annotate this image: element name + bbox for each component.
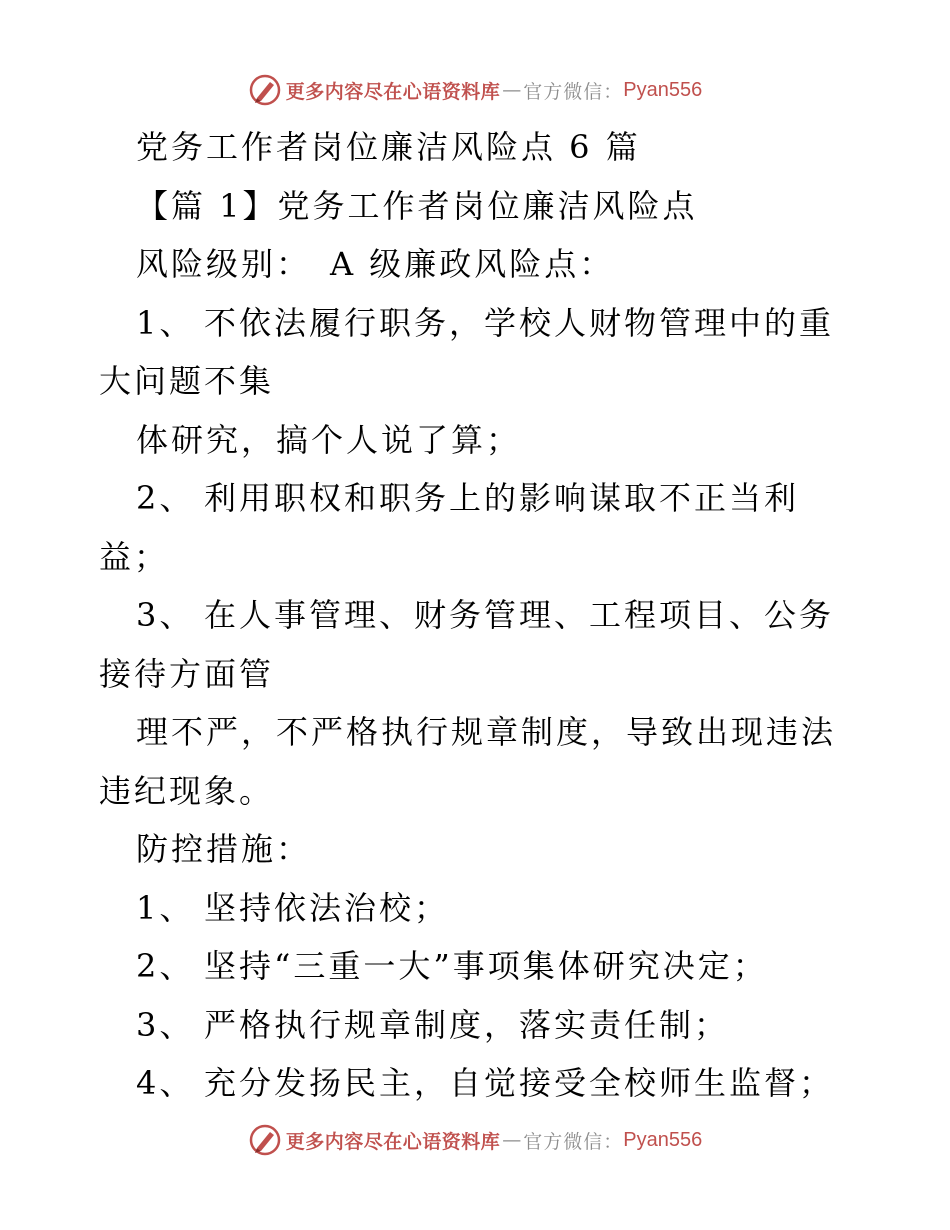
risk-item-text: 在人事管理、财务管理、工程项目、公务接待方面管: [99, 596, 835, 693]
pen-circle-logo-icon: [248, 73, 282, 107]
document-body: [99, 118, 859, 1113]
measure-item-4: [99, 1054, 859, 1113]
risk-item-number: 1、: [136, 303, 195, 342]
measure-item-number: 2、: [136, 947, 195, 985]
risk-item-text: 不依法履行职务，学校人财物管理中的重大问题不集: [99, 303, 835, 400]
measure-item-number: 4、: [136, 1064, 195, 1102]
watermark-wechat-id: Pyan556: [623, 1128, 703, 1151]
document-title: 党务工作者岗位廉洁风险点 6 篇: [136, 128, 641, 166]
watermark-separator: —: [502, 79, 522, 101]
watermark-wechat-id: Pyan556: [623, 78, 703, 101]
measure-item-number: 3、: [136, 1005, 195, 1044]
measures-label: 防控措施：: [136, 830, 312, 868]
watermark-separator: —: [502, 1129, 522, 1151]
measure-item-number: 1、: [136, 888, 195, 927]
footer-watermark: [0, 1120, 950, 1160]
watermark-wechat-label: 官方微信：: [523, 1130, 624, 1153]
watermark-main-text: 更多内容尽在心语资料库: [285, 80, 501, 103]
risk-item-2: [99, 469, 859, 586]
risk-item-number: 2、: [136, 479, 195, 517]
risk-item-text: 利用职权和职务上的影响谋取不正当利益；: [99, 479, 800, 576]
risk-item-3-continued: 理不严，不严格执行规章制度，导致出现违法违纪现象。: [99, 713, 837, 810]
risk-item-1: [99, 294, 859, 411]
section-heading: 【篇 1】党务工作者岗位廉洁风险点: [136, 186, 698, 225]
measure-item-2: [99, 937, 859, 996]
header-watermark: [0, 70, 950, 110]
measure-item-text: 坚持依法治校；: [204, 888, 450, 927]
risk-item-number: 3、: [136, 596, 195, 634]
pen-circle-logo-icon: [248, 1123, 282, 1157]
watermark-main-text: 更多内容尽在心语资料库: [285, 1130, 501, 1153]
risk-item-1-continued: 体研究，搞个人说了算；: [136, 420, 522, 459]
watermark-wechat-label: 官方微信：: [523, 80, 624, 103]
risk-item-3: [99, 586, 859, 703]
measure-item-text: 严格执行规章制度，落实责任制；: [204, 1005, 730, 1044]
measure-item-3: [99, 996, 859, 1055]
measure-item-1: [99, 879, 859, 938]
measure-item-text: 坚持“三重一大”事项集体研究决定；: [204, 947, 768, 985]
measure-item-text: 充分发扬民主，自觉接受全校师生监督；: [204, 1064, 835, 1102]
risk-level-label: 风险级别： A 级廉政风险点：: [136, 245, 615, 283]
